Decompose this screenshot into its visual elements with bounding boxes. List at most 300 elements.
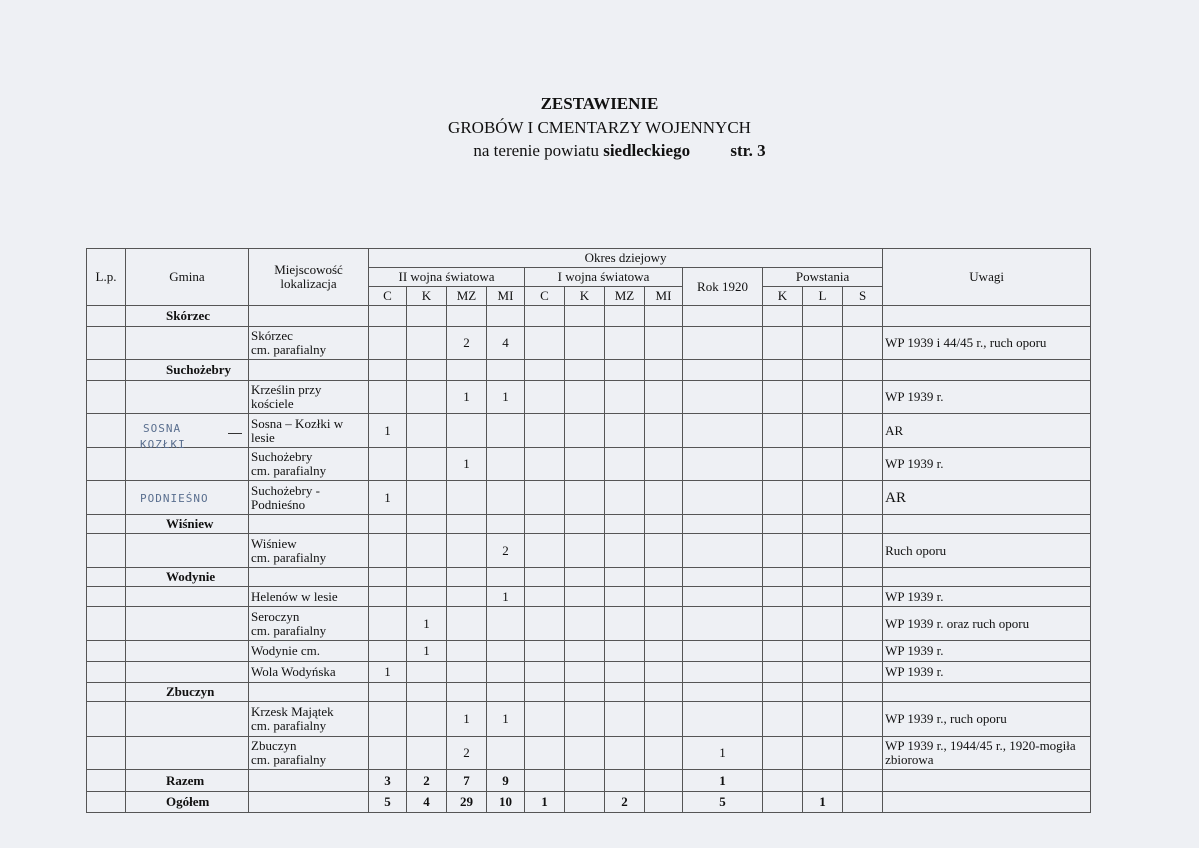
empty-cell bbox=[447, 306, 487, 327]
empty-cell bbox=[843, 683, 883, 702]
lp-cell bbox=[87, 327, 126, 360]
count-cell bbox=[605, 662, 645, 683]
empty-cell bbox=[447, 568, 487, 587]
count-cell bbox=[763, 327, 803, 360]
empty-cell bbox=[525, 568, 565, 587]
total-count-cell: 10 bbox=[487, 792, 525, 813]
note-cell bbox=[883, 792, 1091, 813]
total-count-cell bbox=[525, 770, 565, 792]
empty-cell bbox=[883, 306, 1091, 327]
count-cell bbox=[447, 414, 487, 448]
note-cell: WP 1939 r. bbox=[883, 448, 1091, 481]
header-lp: L.p. bbox=[87, 249, 126, 306]
count-cell bbox=[645, 448, 683, 481]
handwritten-dash bbox=[228, 433, 242, 434]
gmina-cell bbox=[126, 381, 249, 414]
count-cell bbox=[763, 702, 803, 737]
count-cell bbox=[605, 448, 645, 481]
header-miejscowosc: Miejscowość lokalizacja bbox=[249, 249, 369, 306]
count-cell bbox=[803, 641, 843, 662]
lp-cell bbox=[87, 481, 126, 515]
empty-cell bbox=[683, 515, 763, 534]
graves-table bbox=[86, 248, 1091, 813]
empty-cell bbox=[605, 515, 645, 534]
count-cell bbox=[645, 481, 683, 515]
gmina-cell bbox=[126, 702, 249, 737]
empty-cell bbox=[565, 360, 605, 381]
count-cell bbox=[525, 481, 565, 515]
place-cell bbox=[249, 534, 369, 568]
count-cell bbox=[525, 641, 565, 662]
empty-cell bbox=[487, 306, 525, 327]
total-count-cell: 3 bbox=[369, 770, 407, 792]
empty-cell bbox=[447, 360, 487, 381]
count-cell bbox=[683, 587, 763, 607]
doc-subtitle: GROBÓW I CMENTARZY WOJENNYCH bbox=[448, 118, 751, 137]
empty-cell bbox=[843, 515, 883, 534]
total-count-cell: 29 bbox=[447, 792, 487, 813]
count-cell bbox=[487, 448, 525, 481]
place-line: cm. parafialny bbox=[251, 549, 327, 565]
header-powstania: Powstania bbox=[763, 268, 883, 287]
count-cell bbox=[763, 534, 803, 568]
place-cell bbox=[249, 737, 369, 770]
lp-cell bbox=[87, 587, 126, 607]
count-cell bbox=[683, 641, 763, 662]
table-row bbox=[87, 702, 1091, 737]
empty-cell bbox=[525, 306, 565, 327]
count-cell bbox=[763, 587, 803, 607]
header-ww1-k: K bbox=[565, 287, 605, 306]
gmina-cell bbox=[126, 534, 249, 568]
count-cell bbox=[565, 662, 605, 683]
count-cell bbox=[803, 327, 843, 360]
empty-cell bbox=[803, 360, 843, 381]
total-count-cell: 1 bbox=[525, 792, 565, 813]
count-cell bbox=[645, 641, 683, 662]
table-row bbox=[87, 481, 1091, 515]
header-rok1920: Rok 1920 bbox=[683, 268, 763, 306]
header-ww1-mi: MI bbox=[645, 287, 683, 306]
count-cell bbox=[369, 587, 407, 607]
note-cell: WP 1939 r. bbox=[883, 662, 1091, 683]
count-cell bbox=[565, 534, 605, 568]
header-ww1-mz: MZ bbox=[605, 287, 645, 306]
table-row bbox=[87, 587, 1091, 607]
lp-cell bbox=[87, 737, 126, 770]
count-cell: 1 bbox=[447, 702, 487, 737]
count-cell bbox=[447, 481, 487, 515]
count-cell bbox=[763, 662, 803, 683]
count-cell bbox=[565, 737, 605, 770]
count-cell bbox=[369, 641, 407, 662]
empty-cell bbox=[645, 515, 683, 534]
count-cell bbox=[565, 587, 605, 607]
count-cell bbox=[843, 534, 883, 568]
empty-cell bbox=[407, 683, 447, 702]
place-cell bbox=[249, 792, 369, 813]
note-cell bbox=[883, 770, 1091, 792]
lp-cell bbox=[87, 770, 126, 792]
count-cell bbox=[803, 481, 843, 515]
total-count-cell: 9 bbox=[487, 770, 525, 792]
empty-cell bbox=[249, 515, 369, 534]
place-line: Skórzec bbox=[251, 328, 293, 343]
place-line: Krześlin przy bbox=[251, 382, 322, 397]
empty-cell bbox=[565, 683, 605, 702]
lp-cell bbox=[87, 607, 126, 641]
count-cell bbox=[525, 702, 565, 737]
count-cell: 2 bbox=[447, 737, 487, 770]
gmina-name: Skórzec bbox=[126, 306, 249, 327]
doc-subtitle-2 bbox=[0, 141, 1199, 161]
page-number: str. 3 bbox=[730, 141, 766, 160]
empty-cell bbox=[525, 360, 565, 381]
count-cell bbox=[407, 534, 447, 568]
count-cell bbox=[605, 327, 645, 360]
subtitle-county: siedleckiego bbox=[603, 141, 691, 160]
count-cell bbox=[803, 414, 843, 448]
empty-cell bbox=[605, 306, 645, 327]
empty-cell bbox=[605, 568, 645, 587]
count-cell bbox=[803, 662, 843, 683]
count-cell: 1 bbox=[407, 641, 447, 662]
note-cell: AR bbox=[883, 481, 1091, 515]
lp-cell bbox=[87, 381, 126, 414]
gmina-cell bbox=[126, 737, 249, 770]
total-count-cell: 4 bbox=[407, 792, 447, 813]
place-cell bbox=[249, 327, 369, 360]
place-line: cm. parafialny bbox=[251, 622, 327, 638]
empty-cell bbox=[369, 306, 407, 327]
count-cell bbox=[645, 381, 683, 414]
gmina-name: Suchożebry bbox=[126, 360, 249, 381]
count-cell bbox=[487, 481, 525, 515]
total-count-cell bbox=[763, 792, 803, 813]
empty-cell bbox=[249, 306, 369, 327]
count-cell bbox=[605, 737, 645, 770]
empty-cell bbox=[369, 568, 407, 587]
table-row bbox=[87, 662, 1091, 683]
empty-cell bbox=[645, 683, 683, 702]
empty-cell bbox=[803, 515, 843, 534]
empty-cell bbox=[683, 683, 763, 702]
total-count-cell bbox=[763, 770, 803, 792]
empty-cell bbox=[487, 683, 525, 702]
count-cell bbox=[487, 414, 525, 448]
empty-cell bbox=[645, 568, 683, 587]
count-cell: 1 bbox=[487, 381, 525, 414]
note-cell: WP 1939 r. bbox=[883, 641, 1091, 662]
count-cell bbox=[565, 481, 605, 515]
lp-cell bbox=[87, 448, 126, 481]
empty-cell bbox=[249, 683, 369, 702]
place-line: cm. parafialny bbox=[251, 718, 327, 733]
count-cell bbox=[487, 662, 525, 683]
gmina-cell bbox=[126, 607, 249, 641]
place-line: lesie bbox=[251, 429, 275, 445]
empty-cell bbox=[763, 683, 803, 702]
total-count-cell: 1 bbox=[683, 770, 763, 792]
count-cell bbox=[407, 662, 447, 683]
count-cell bbox=[487, 607, 525, 641]
header-ww2-k: K bbox=[407, 287, 447, 306]
count-cell bbox=[763, 737, 803, 770]
note-cell: WP 1939 r. bbox=[883, 587, 1091, 607]
count-cell bbox=[525, 534, 565, 568]
empty-cell bbox=[683, 306, 763, 327]
place-line: Sosna – Kozłki w bbox=[251, 415, 344, 431]
empty-cell bbox=[883, 515, 1091, 534]
empty-cell bbox=[369, 683, 407, 702]
empty-cell bbox=[803, 568, 843, 587]
count-cell bbox=[645, 702, 683, 737]
count-cell bbox=[525, 737, 565, 770]
table-row bbox=[87, 381, 1091, 414]
place-line: Wodynie cm. bbox=[251, 643, 320, 658]
place-line: cm. parafialny bbox=[251, 752, 327, 767]
place-line: Zbuczyn bbox=[251, 738, 297, 753]
count-cell bbox=[369, 737, 407, 770]
place-line: kościele bbox=[251, 396, 294, 411]
total-label: Razem bbox=[126, 770, 249, 792]
count-cell bbox=[565, 448, 605, 481]
count-cell bbox=[605, 702, 645, 737]
count-cell bbox=[763, 607, 803, 641]
count-cell bbox=[605, 414, 645, 448]
gmina-name: Zbuczyn bbox=[126, 683, 249, 702]
header-uwagi: Uwagi bbox=[883, 249, 1091, 306]
count-cell bbox=[525, 587, 565, 607]
count-cell: 1 bbox=[447, 448, 487, 481]
count-cell bbox=[525, 662, 565, 683]
empty-cell bbox=[803, 683, 843, 702]
count-cell bbox=[407, 737, 447, 770]
gmina-cell bbox=[126, 641, 249, 662]
total-count-cell bbox=[843, 770, 883, 792]
lp-cell bbox=[87, 515, 126, 534]
count-cell: 1 bbox=[369, 414, 407, 448]
count-cell bbox=[369, 607, 407, 641]
count-cell bbox=[525, 381, 565, 414]
count-cell bbox=[843, 641, 883, 662]
header-ww2-mi: MI bbox=[487, 287, 525, 306]
count-cell bbox=[843, 381, 883, 414]
lp-cell bbox=[87, 534, 126, 568]
handwritten-podniesno: PODNIEŚNO bbox=[140, 492, 209, 505]
place-line: Wiśniew bbox=[251, 535, 297, 551]
header-pow-s: S bbox=[843, 287, 883, 306]
note-cell: WP 1939 r. bbox=[883, 381, 1091, 414]
count-cell bbox=[565, 702, 605, 737]
empty-cell bbox=[683, 568, 763, 587]
place-cell bbox=[249, 587, 369, 607]
header-gmina: Gmina bbox=[126, 249, 249, 306]
count-cell bbox=[763, 481, 803, 515]
count-cell bbox=[683, 381, 763, 414]
table-row bbox=[87, 641, 1091, 662]
note-cell: WP 1939 r., 1944/45 r., 1920-mogiła zbiorowa bbox=[883, 737, 1091, 770]
gmina-cell bbox=[126, 448, 249, 481]
empty-cell bbox=[843, 568, 883, 587]
count-cell bbox=[683, 414, 763, 448]
count-cell bbox=[407, 381, 447, 414]
note-cell: Ruch oporu bbox=[883, 534, 1091, 568]
header-pow-l: L bbox=[803, 287, 843, 306]
total-count-cell bbox=[645, 770, 683, 792]
count-cell bbox=[843, 737, 883, 770]
lp-cell bbox=[87, 360, 126, 381]
empty-cell bbox=[447, 515, 487, 534]
count-cell: 1 bbox=[447, 381, 487, 414]
count-cell bbox=[605, 587, 645, 607]
gmina-row bbox=[87, 360, 1091, 381]
count-cell bbox=[803, 737, 843, 770]
place-line: Helenów w lesie bbox=[251, 588, 338, 604]
place-cell bbox=[249, 662, 369, 683]
place-line: Podnieśno bbox=[251, 496, 306, 512]
count-cell bbox=[447, 641, 487, 662]
count-cell bbox=[369, 327, 407, 360]
gmina-name: Wodynie bbox=[126, 568, 249, 587]
count-cell bbox=[605, 481, 645, 515]
empty-cell bbox=[447, 683, 487, 702]
empty-cell bbox=[645, 360, 683, 381]
count-cell bbox=[763, 381, 803, 414]
count-cell: 2 bbox=[487, 534, 525, 568]
lp-cell bbox=[87, 792, 126, 813]
header-okres: Okres dziejowy bbox=[369, 249, 883, 268]
table-row bbox=[87, 448, 1091, 481]
note-cell: WP 1939 i 44/45 r., ruch oporu bbox=[883, 327, 1091, 360]
table-row bbox=[87, 327, 1091, 360]
table-row bbox=[87, 607, 1091, 641]
total-count-cell: 1 bbox=[803, 792, 843, 813]
empty-cell bbox=[843, 306, 883, 327]
count-cell bbox=[605, 641, 645, 662]
count-cell bbox=[803, 702, 843, 737]
doc-title: ZESTAWIENIE bbox=[540, 94, 659, 113]
table-row bbox=[87, 737, 1091, 770]
place-cell bbox=[249, 770, 369, 792]
count-cell bbox=[645, 327, 683, 360]
count-cell bbox=[447, 534, 487, 568]
count-cell bbox=[843, 481, 883, 515]
count-cell: 1 bbox=[369, 481, 407, 515]
count-cell bbox=[803, 448, 843, 481]
count-cell bbox=[369, 381, 407, 414]
gmina-row bbox=[87, 306, 1091, 327]
count-cell bbox=[369, 448, 407, 481]
count-cell bbox=[487, 641, 525, 662]
count-cell bbox=[803, 381, 843, 414]
count-cell: 1 bbox=[683, 737, 763, 770]
empty-cell bbox=[407, 360, 447, 381]
count-cell bbox=[369, 534, 407, 568]
lp-cell bbox=[87, 414, 126, 448]
empty-cell bbox=[565, 306, 605, 327]
empty-cell bbox=[683, 360, 763, 381]
gmina-row bbox=[87, 515, 1091, 534]
empty-cell bbox=[407, 306, 447, 327]
count-cell bbox=[683, 607, 763, 641]
subtitle-prefix: na terenie powiatu bbox=[473, 141, 599, 160]
empty-cell bbox=[487, 515, 525, 534]
count-cell bbox=[565, 641, 605, 662]
empty-cell bbox=[487, 360, 525, 381]
lp-cell bbox=[87, 306, 126, 327]
count-cell bbox=[605, 607, 645, 641]
count-cell bbox=[843, 607, 883, 641]
lp-cell bbox=[87, 568, 126, 587]
empty-cell bbox=[369, 515, 407, 534]
count-cell bbox=[447, 607, 487, 641]
empty-cell bbox=[843, 360, 883, 381]
empty-cell bbox=[369, 360, 407, 381]
count-cell bbox=[843, 587, 883, 607]
total-count-cell: 7 bbox=[447, 770, 487, 792]
table-row bbox=[87, 534, 1091, 568]
empty-cell bbox=[407, 568, 447, 587]
count-cell bbox=[683, 448, 763, 481]
empty-cell bbox=[249, 568, 369, 587]
count-cell bbox=[525, 607, 565, 641]
empty-cell bbox=[525, 515, 565, 534]
count-cell bbox=[843, 327, 883, 360]
total-count-cell bbox=[843, 792, 883, 813]
place-cell bbox=[249, 414, 369, 448]
empty-cell bbox=[803, 306, 843, 327]
count-cell bbox=[407, 587, 447, 607]
count-cell bbox=[645, 737, 683, 770]
count-cell bbox=[487, 737, 525, 770]
place-line: Seroczyn bbox=[251, 608, 300, 624]
header-ww1-c: C bbox=[525, 287, 565, 306]
count-cell: 4 bbox=[487, 327, 525, 360]
count-cell bbox=[683, 327, 763, 360]
empty-cell bbox=[883, 683, 1091, 702]
place-cell bbox=[249, 702, 369, 737]
gmina-cell bbox=[126, 587, 249, 607]
total-count-cell: 2 bbox=[407, 770, 447, 792]
count-cell bbox=[683, 702, 763, 737]
note-cell: AR bbox=[883, 414, 1091, 448]
count-cell bbox=[763, 641, 803, 662]
empty-cell bbox=[565, 515, 605, 534]
handwritten-sosna: SOSNA bbox=[143, 422, 182, 435]
place-cell bbox=[249, 448, 369, 481]
total-count-cell bbox=[565, 770, 605, 792]
header-ww2-c: C bbox=[369, 287, 407, 306]
note-cell: WP 1939 r. oraz ruch oporu bbox=[883, 607, 1091, 641]
total-count-cell bbox=[803, 770, 843, 792]
gmina-cell bbox=[126, 662, 249, 683]
empty-cell bbox=[763, 306, 803, 327]
total-count-cell bbox=[605, 770, 645, 792]
header-ww2-mz: MZ bbox=[447, 287, 487, 306]
gmina-row bbox=[87, 683, 1091, 702]
empty-cell bbox=[525, 683, 565, 702]
total-count-cell bbox=[565, 792, 605, 813]
total-count-cell: 2 bbox=[605, 792, 645, 813]
count-cell bbox=[605, 381, 645, 414]
count-cell bbox=[803, 587, 843, 607]
lp-cell bbox=[87, 702, 126, 737]
count-cell bbox=[843, 448, 883, 481]
count-cell bbox=[683, 662, 763, 683]
count-cell bbox=[407, 448, 447, 481]
place-cell bbox=[249, 481, 369, 515]
